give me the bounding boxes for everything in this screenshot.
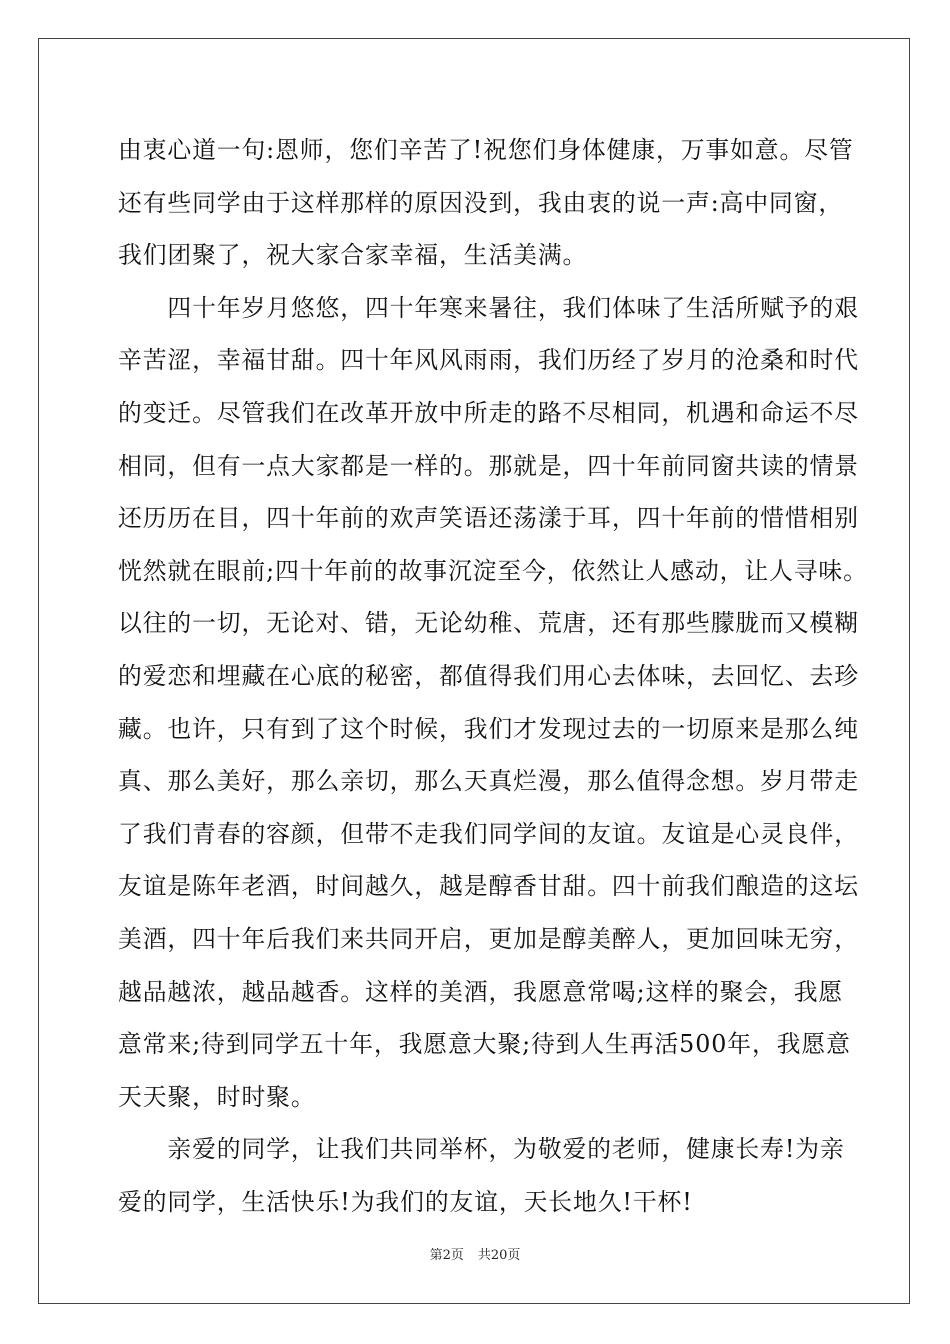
text-line: 爱的同学，生活快乐!为我们的友谊，天长地久!干杯! [118,1187,693,1216]
text-line: 了我们青春的容颜，但带不走我们同学间的友谊。友谊是心灵良伴， [118,819,859,848]
text-line: 美酒，四十年后我们来共同开启，更加是醇美醉人，更加回味无穷， [118,924,859,953]
text-line: 越品越浓，越品越香。这样的美酒，我愿意常喝;这样的聚会，我愿 [118,977,844,1006]
text-line: 藏。也许，只有到了这个时候，我们才发现过去的一切原来是那么纯 [118,714,859,743]
text-line: 意常来;待到同学五十年，我愿意大聚;待到人生再活500年，我愿意 [118,1030,851,1059]
text-line: 以往的一切，无论对、错，无论幼稚、荒唐，还有那些朦胧而又模糊 [118,609,859,638]
total-pages: 共20页 [477,1248,521,1263]
text-line: 还历历在目，四十年前的欢声笑语还荡漾于耳，四十年前的惜惜相别 [118,504,859,533]
text-line: 真、那么美好，那么亲切，那么天真烂漫，那么值得念想。岁月带走 [118,767,859,796]
text-line: 亲爱的同学，让我们共同举杯，为敬爱的老师，健康长寿!为亲 [118,1135,845,1164]
text-line: 天天聚，时时聚。 [118,1082,316,1111]
text-line: 友谊是陈年老酒，时间越久，越是醇香甘甜。四十前我们酿造的这坛 [118,872,859,901]
current-page-number: 第2页 [429,1248,464,1263]
text-line: 恍然就在眼前;四十年前的故事沉淀至今，依然让人感动，让人寻味。 [118,556,868,585]
text-line: 我们团聚了，祝大家合家幸福，生活美满。 [118,241,588,270]
page-footer [0,1246,950,1266]
text-line: 的爱恋和埋藏在心底的秘密，都值得我们用心去体味，去回忆、去珍 [118,661,859,690]
text-line: 还有些同学由于这样那样的原因没到，我由衷的说一声:高中同窗， [118,188,844,217]
document-body [118,124,868,1228]
text-line: 的变迁。尽管我们在改革开放中所走的路不尽相同，机遇和命运不尽 [118,398,859,427]
text-line: 相同，但有一点大家都是一样的。那就是，四十年前同窗共读的情景 [118,451,859,480]
text-line: 四十年岁月悠悠，四十年寒来暑往，我们体味了生活所赋予的艰 [118,293,859,322]
text-line: 由衷心道一句:恩师，您们辛苦了!祝您们身体健康，万事如意。尽管 [118,136,854,164]
text-line: 辛苦涩，幸福甘甜。四十年风风雨雨，我们历经了岁月的沧桑和时代 [118,346,859,375]
